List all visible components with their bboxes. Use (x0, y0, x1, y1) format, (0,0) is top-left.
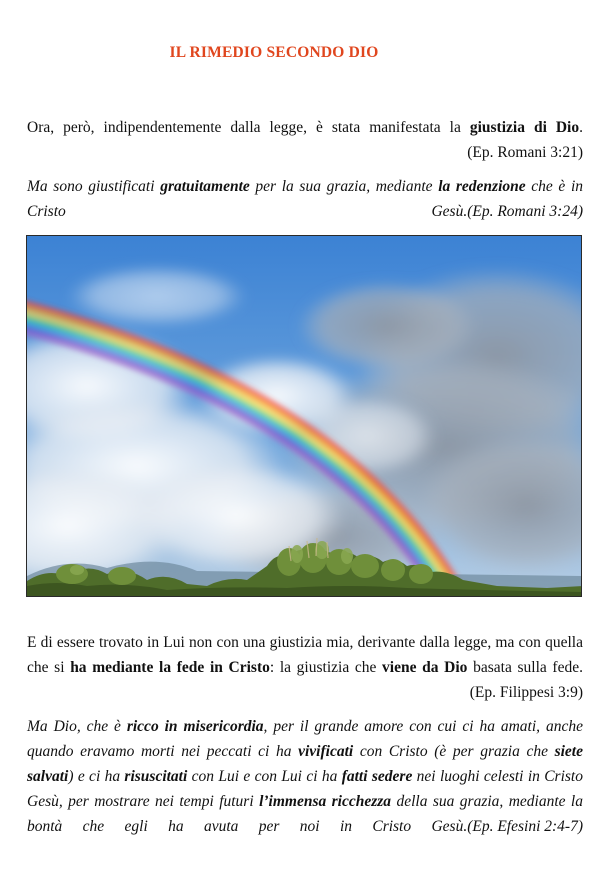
verse-emphasis: fatti sedere (341, 768, 413, 785)
verse-text: con Lui e con Lui ci ha (187, 768, 342, 785)
verse-reference: (Ep. Romani 3:24) (467, 203, 583, 220)
verse-text: per la sua grazia, mediante (249, 178, 439, 195)
verse-text: ) e ci ha (68, 768, 125, 785)
verse-text: con Cristo (è per grazia che (353, 743, 555, 760)
verse-text: Ora, però, indipendentemente dalla legge, è stata manifestata la (27, 119, 470, 136)
verse-emphasis: l’immensa ricchezza (259, 793, 392, 810)
verse-emphasis: ricco in misericordia (126, 718, 264, 735)
verse-filippesi-3-9 (27, 630, 583, 705)
verse-emphasis: giustizia di Dio (469, 119, 580, 136)
verse-reference: (Ep. Romani 3:21) (467, 144, 583, 161)
verse-emphasis: la redenzione (438, 178, 526, 195)
verse-text: Ma sono giustificati (27, 178, 161, 195)
verse-text: nei luoghi celesti in Cristo Gesù, per mostrare nei tempi futuri (27, 768, 583, 810)
verse-emphasis: vivificati (298, 743, 354, 760)
verse-text: , per il grande amore con cui ci ha amati, anche quando eravamo morti nei peccati ci ha (27, 718, 583, 760)
verse-emphasis: risuscitati (124, 768, 188, 785)
verse-text: della sua grazia, mediante la bontà che egli ha avuta per noi in Cristo Gesù. (27, 793, 583, 835)
verse-emphasis: gratuitamente (160, 178, 250, 195)
verse-text: E di essere trovato in Lui non con una giustizia mia, derivante dalla legge, ma con quella che si (27, 634, 583, 676)
verse-text: : la giustizia che (269, 659, 383, 676)
verse-reference: (Ep. Efesini 2:4-7) (467, 818, 583, 835)
page-title: IL RIMEDIO SECONDO DIO (169, 44, 379, 61)
verse-efesini-2-4-7 (27, 714, 583, 839)
verse-reference: (Ep. Filippesi 3:9) (469, 684, 583, 701)
verse-romani-3-21 (27, 115, 583, 165)
verse-romani-3-24 (27, 174, 583, 224)
verse-emphasis: viene da Dio (382, 659, 468, 676)
verse-emphasis: siete salvati (27, 743, 583, 785)
rainbow-illustration (27, 236, 582, 597)
verse-emphasis: ha mediante la fede in Cristo (70, 659, 270, 676)
verse-text: . (579, 119, 583, 136)
rainbow-photo (26, 235, 582, 597)
verse-text: che è in Cristo Gesù. (27, 178, 584, 220)
verse-text: basata sulla fede. (467, 659, 583, 676)
verse-text: Ma Dio, che è (27, 718, 127, 735)
